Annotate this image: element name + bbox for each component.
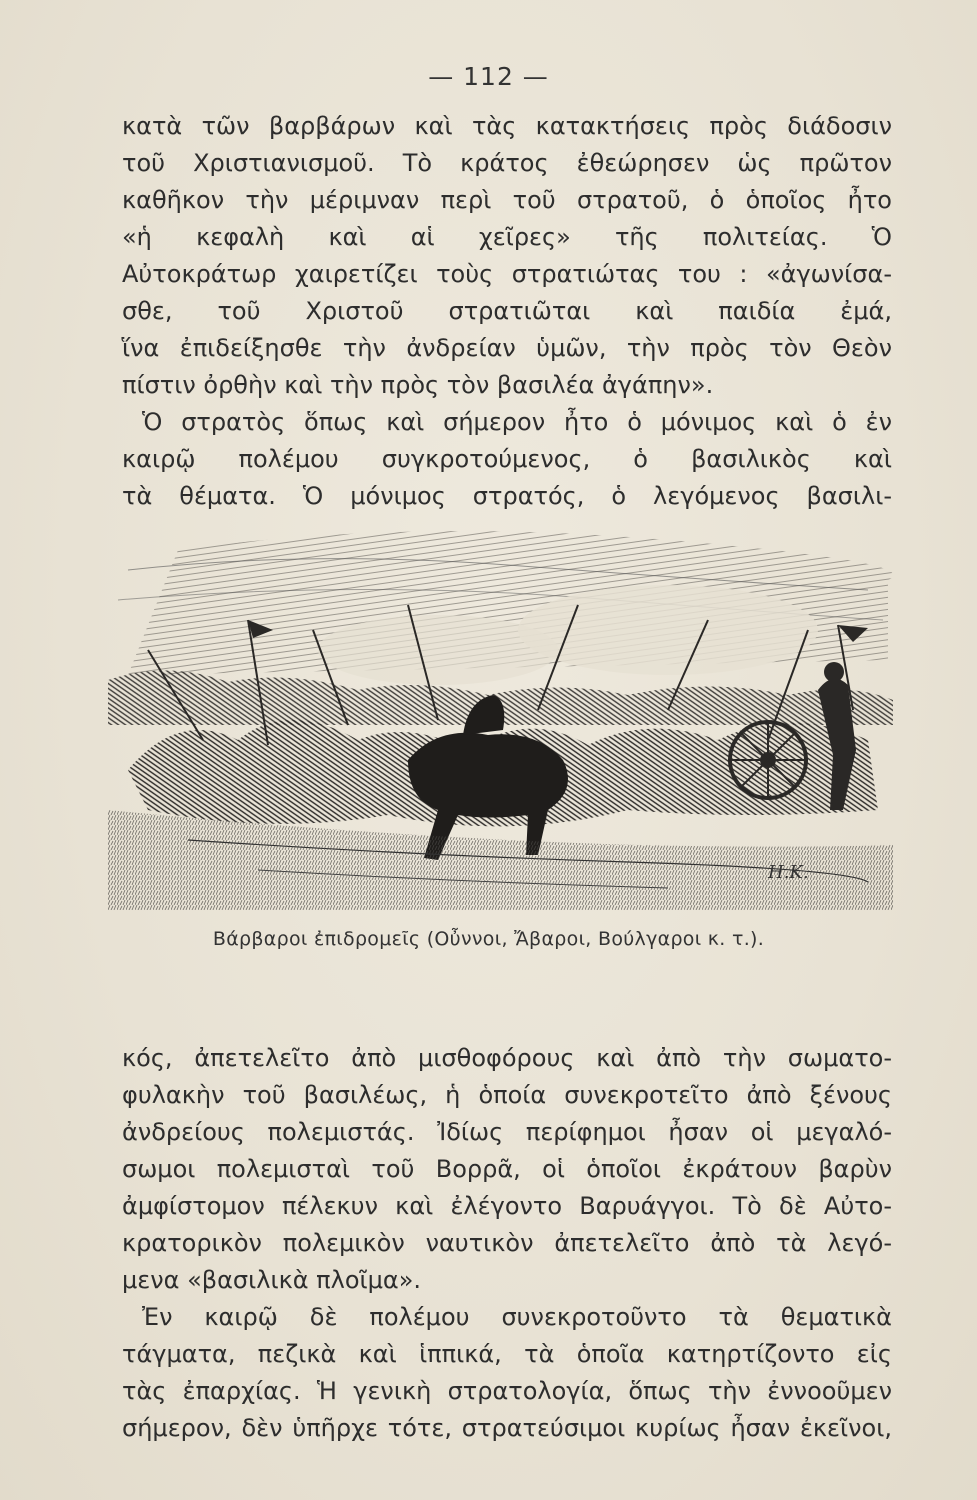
- text-line: σήμερον, δὲν ὑπῆρχε τότε, στρατεύσιμοι κυρίως ἦσαν ἐκεῖνοι,: [122, 1414, 892, 1442]
- text-line: πίστιν ὀρθὴν καὶ τὴν πρὸς τὸν βασιλέα ἀγάπην».: [122, 371, 714, 399]
- text-block-top: [122, 108, 892, 515]
- text-line: καιρῷ πολέμου συγκροτούμενος, ὁ βασιλικὸς καὶ: [122, 445, 892, 473]
- text-line: τὰς ἐπαρχίας. Ἡ γενικὴ στρατολογία, ὅπως τὴν ἐννοοῦμεν: [122, 1377, 892, 1405]
- text-line: σωμοι πολεμισταὶ τοῦ Βορρᾶ, οἱ ὁποῖοι ἐκράτουν βαρὺν: [122, 1155, 892, 1183]
- text-line: καθῆκον τὴν μέριμναν περὶ τοῦ στρατοῦ, ὁ ὁποῖος ἦτο: [122, 186, 892, 214]
- text-line: Αὐτοκράτωρ χαιρετίζει τοὺς στρατιώτας του : «ἀγωνίσα-: [122, 260, 892, 288]
- text-line: «ἡ κεφαλὴ καὶ αἱ χεῖρες» τῆς πολιτείας. Ὁ: [122, 223, 892, 251]
- figure-caption: Βάρβαροι ἐπιδρομεῖς (Οὖννοι, Ἄβαροι, Βούλγαροι κ. τ.).: [212, 928, 765, 950]
- text-line: ἵνα ἐπιδείξησθε τὴν ἀνδρείαν ὑμῶν, τὴν πρὸς τὸν Θεὸν: [122, 334, 892, 362]
- text-line: Ὁ στρατὸς ὅπως καὶ σήμερον ἦτο ὁ μόνιμος καὶ ὁ ἐν: [142, 408, 892, 436]
- text-block-bottom: [122, 1040, 892, 1447]
- battle-scene-engraving: [108, 510, 893, 910]
- text-line: σθε, τοῦ Χριστοῦ στρατιῶται καὶ παιδία ἐμά,: [122, 297, 892, 325]
- text-line: τοῦ Χριστιανισμοῦ. Τὸ κράτος ἐθεώρησεν ὡς πρῶτον: [122, 149, 892, 177]
- text-line: φυλακὴν τοῦ βασιλέως, ἡ ὁποία συνεκροτεῖτο ἀπὸ ξένους: [122, 1081, 892, 1109]
- text-line: τάγματα, πεζικὰ καὶ ἱππικά, τὰ ὁποῖα κατηρτίζοντο εἰς: [122, 1340, 892, 1368]
- text-line: μενα «βασιλικὰ πλοῖμα».: [122, 1266, 422, 1294]
- text-line: τὰ θέματα. Ὁ μόνιμος στρατός, ὁ λεγόμενος βασιλι-: [122, 482, 892, 510]
- text-line: κατὰ τῶν βαρβάρων καὶ τὰς κατακτήσεις πρὸς διάδοσιν: [122, 112, 892, 140]
- text-line: ἀνδρείους πολεμιστάς. Ἰδίως περίφημοι ἦσαν οἱ μεγαλό-: [122, 1118, 892, 1146]
- text-line: κός, ἀπετελεῖτο ἀπὸ μισθοφόρους καὶ ἀπὸ τὴν σωματο-: [122, 1044, 892, 1072]
- text-line: κρατορικὸν πολεμικὸν ναυτικὸν ἀπετελεῖτο ἀπὸ τὰ λεγό-: [122, 1229, 892, 1257]
- svg-text:H.K.: H.K.: [768, 862, 809, 883]
- text-line: ἀμφίστομον πέλεκυν καὶ ἐλέγοντο Βαρυάγγοι. Τὸ δὲ Αὐτο-: [122, 1192, 892, 1220]
- text-line: Ἐν καιρῷ δὲ πολέμου συνεκροτοῦντο τὰ θεματικὰ: [142, 1303, 892, 1331]
- page-number: — 112 —: [428, 62, 549, 91]
- engraving-illustration: [108, 510, 893, 910]
